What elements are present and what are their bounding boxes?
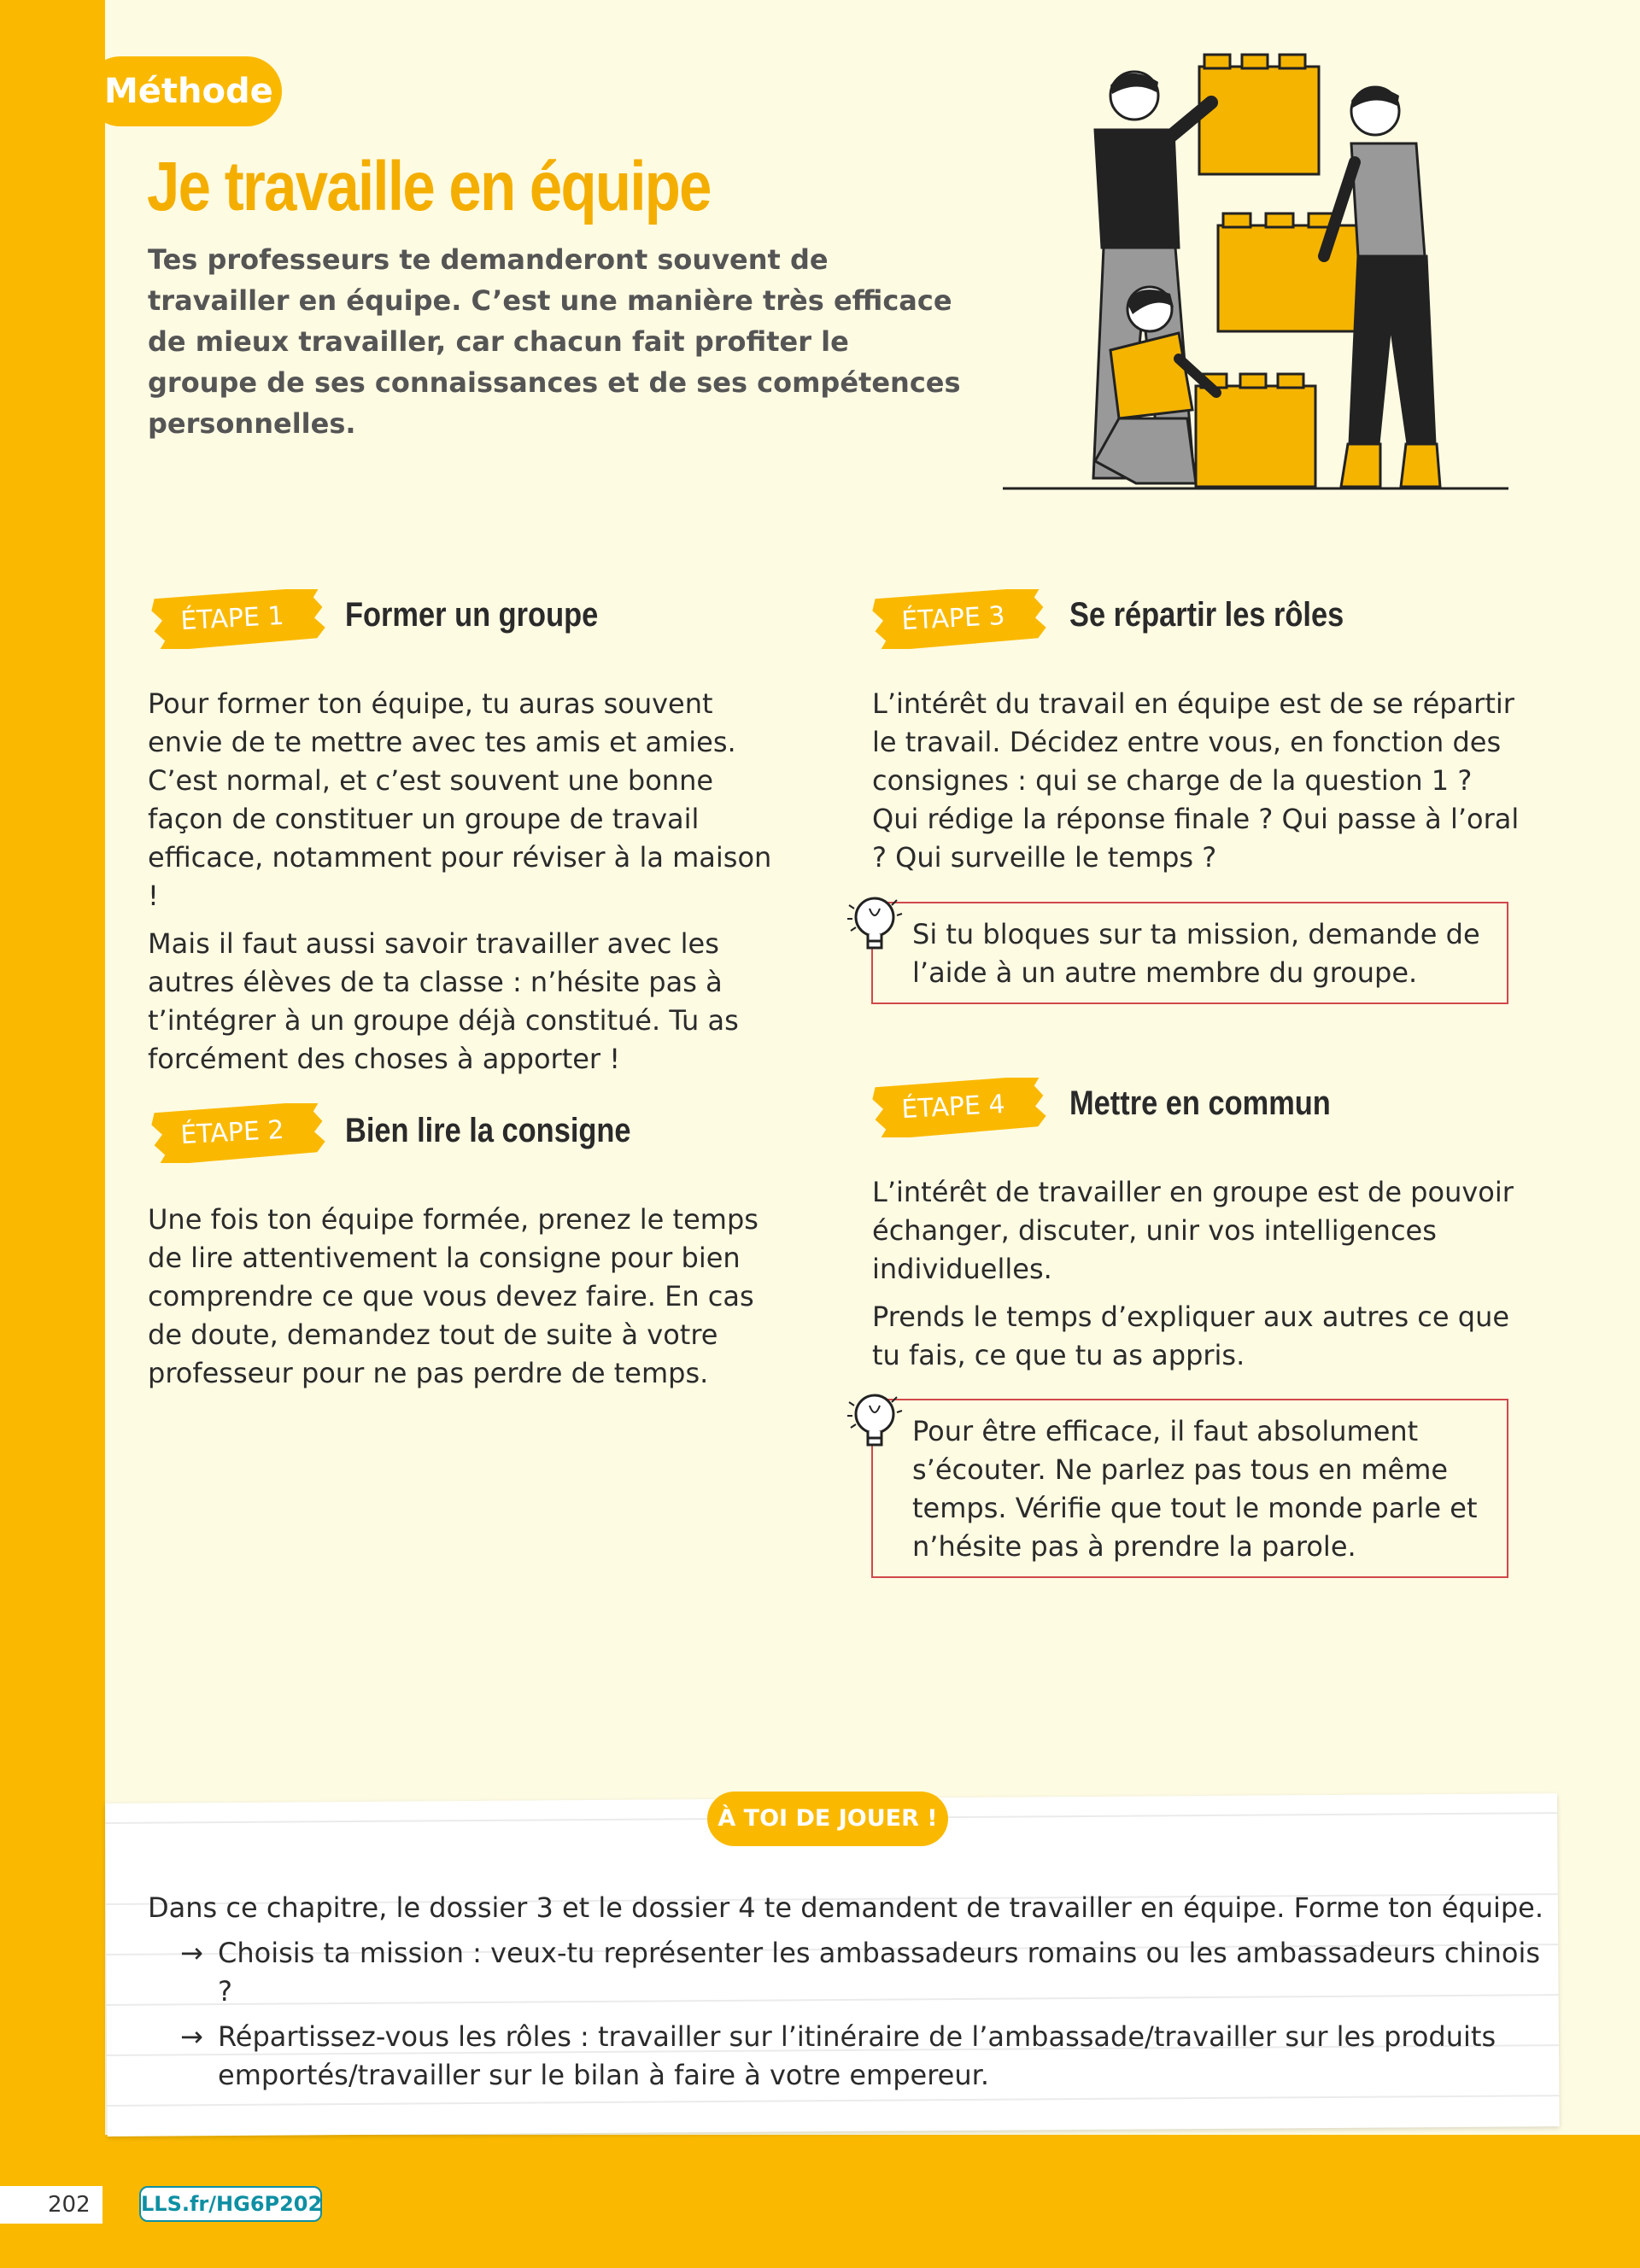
intro-text: Tes professeurs te demanderont souvent de travailler en équipe. C’est une manière très efficace de mieux travailler, car chacun fait profiter le groupe de ses connaissances et de ses compétences personnelles.: [148, 243, 961, 440]
step-3-tip-text: Si tu bloques sur ta mission, demande de l’aide à un autre membre du groupe.: [912, 918, 1480, 989]
page-title: Je travaille en équipe: [147, 148, 711, 225]
lightbulb-icon: [842, 888, 909, 970]
step-2-title: Bien lire la consigne: [345, 1112, 631, 1149]
step-4-tag: ÉTAPE 4: [900, 1089, 1006, 1125]
step-1-tag: ÉTAPE 1: [179, 600, 285, 637]
exercise-bullet: [148, 2018, 1549, 2095]
page-number: 202: [48, 2192, 91, 2218]
step-2-tag: ÉTAPE 2: [179, 1114, 285, 1151]
step-4-tip-box: [871, 1399, 1508, 1578]
step-4-paragraph-1: L’intérêt de travailler en groupe est de pouvoir échanger, discuter, unir vos intelligences individuelles.: [872, 1176, 1514, 1285]
method-badge: Méthode: [85, 56, 282, 126]
lightbulb-icon: [842, 1385, 909, 1467]
step-4-body: [872, 1173, 1521, 1384]
left-margin-band: [0, 0, 105, 2268]
step-3-body: [872, 685, 1521, 886]
lls-link[interactable]: LLS.fr/HG6P202: [139, 2186, 322, 2222]
exercise-intro: Dans ce chapitre, le dossier 3 et le dossier 4 te demandent de travailler en équipe. Forme ton équipe.: [148, 1891, 1544, 1924]
exercise-bullet-text: Répartissez-vous les rôles : travailler sur l’itinéraire de l’ambassade/travailler sur les produits emportés/travailler sur le bilan à faire à votre empereur.: [218, 2020, 1496, 2091]
step-3-tip-box: [871, 902, 1508, 1004]
step-1-body: [148, 685, 780, 1088]
exercise-bullet: [148, 1934, 1549, 2011]
step-2-body: [148, 1201, 780, 1402]
step-3-title: Se répartir les rôles: [1069, 596, 1344, 634]
step-3-tag: ÉTAPE 3: [900, 600, 1006, 637]
step-4-tip-text: Pour être efficace, il faut absolument s’écouter. Ne parlez pas tous en même temps. Vérifie que tout le monde parle et n’hésite pas à prendre la parole.: [912, 1415, 1478, 1563]
step-1-title: Former un groupe: [345, 596, 599, 634]
arrow-right-icon: →: [180, 1937, 203, 1969]
step-1-paragraph-2: Mais il faut aussi savoir travailler avec les autres élèves de ta classe : n’hésite pas à t’intégrer à un groupe déjà constitué. Tu as forcément des choses à apporter !: [148, 927, 739, 1075]
step-3-paragraph-1: L’intérêt du travail en équipe est de se répartir le travail. Décidez entre vous, en fonction des consignes : qui se charge de la question 1 ? Qui rédige la réponse finale ? Qui passe à l’oral ? Qui surveille le temps ?: [872, 687, 1520, 874]
step-1-paragraph-1: Pour former ton équipe, tu auras souvent envie de te mettre avec tes amis et amies. C’est normal, et c’est souvent une bonne façon de constituer un groupe de travail efficace, notamment pour réviser à la maison !: [148, 687, 772, 912]
step-2-paragraph-1: Une fois ton équipe formée, prenez le temps de lire attentivement la consigne pour bien comprendre ce que vous devez faire. En cas de doute, demandez tout de suite à votre professeur pour ne pas perdre de temps.: [148, 1203, 758, 1389]
exercise-badge: À TOI DE JOUER !: [707, 1792, 948, 1846]
arrow-right-icon: →: [180, 2020, 203, 2053]
exercise-bullet-text: Choisis ta mission : veux-tu représenter les ambassadeurs romains ou les ambassadeurs chinois ?: [218, 1937, 1541, 2008]
step-4-title: Mettre en commun: [1069, 1084, 1331, 1122]
step-4-paragraph-2: Prends le temps d’expliquer aux autres ce que tu fais, ce que tu as appris.: [872, 1301, 1510, 1371]
exercise-text: [148, 1889, 1549, 2095]
team-blocks-illustration: [999, 51, 1512, 495]
